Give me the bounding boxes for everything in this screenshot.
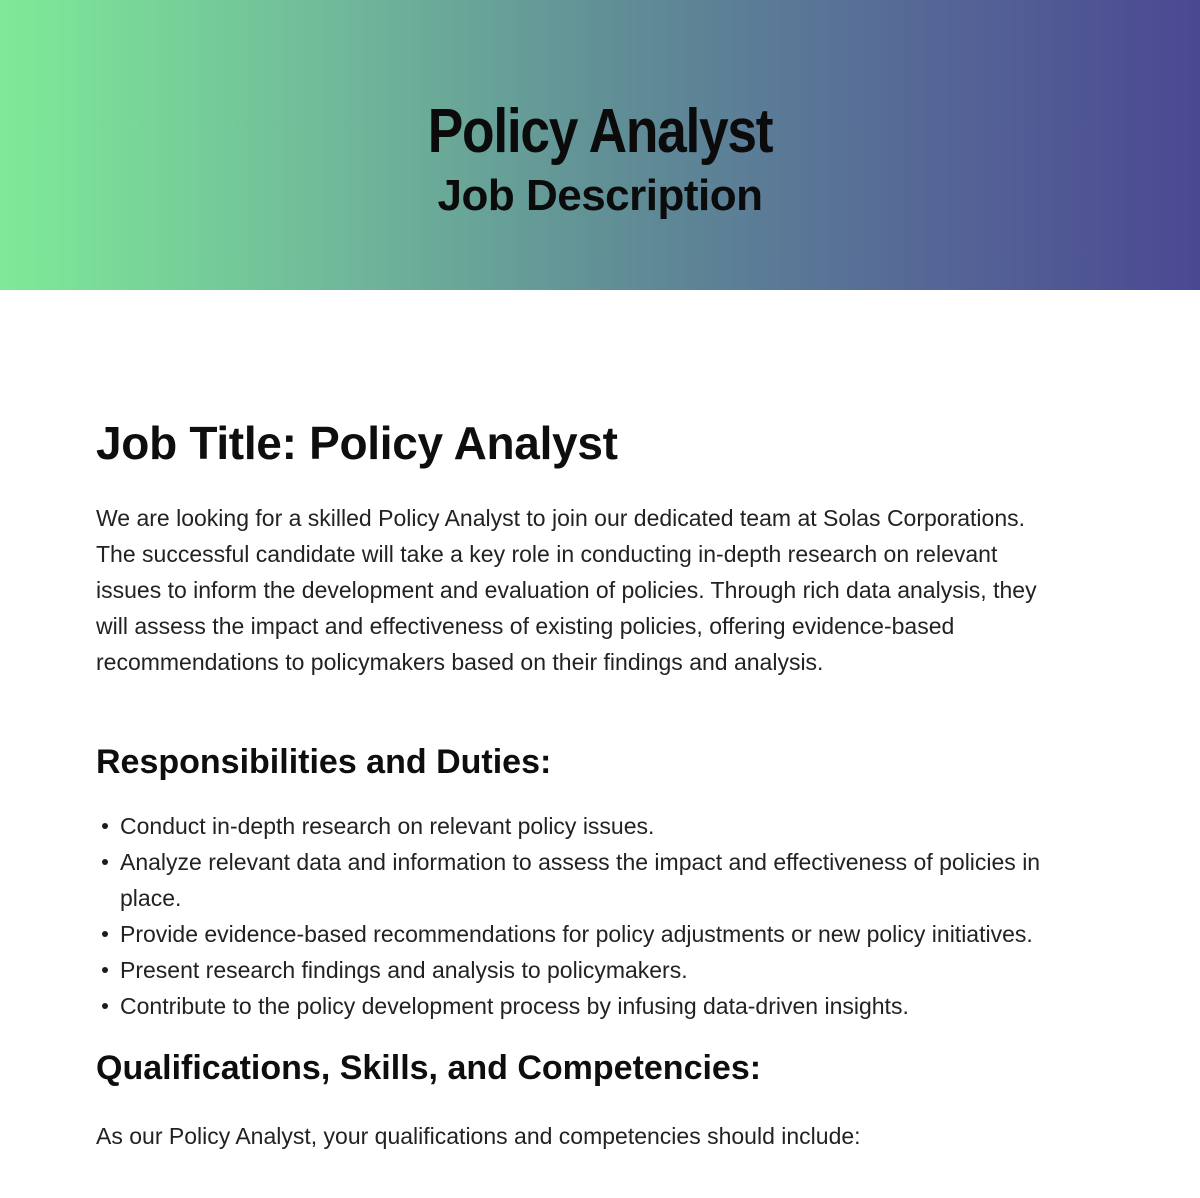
list-item xyxy=(96,808,1056,844)
responsibilities-heading: Responsibilities and Duties: xyxy=(96,743,552,781)
banner-subtitle: Job Description xyxy=(437,171,763,220)
list-item-text: Analyze relevant data and information to assess the impact and effectiveness of policies in place. xyxy=(120,849,1041,911)
intro-paragraph: We are looking for a skilled Policy Analyst to join our dedicated team at Solas Corporations. The successful candidate will take a key role in conducting in-depth research on relevant issues to inform the development and evaluation of policies. Through rich data analysis, they will assess the impact and effectiveness of existing policies, offering evidence-based recommendations to policymakers based on their findings and analysis. xyxy=(96,505,1037,675)
list-item xyxy=(96,844,1056,916)
list-item xyxy=(96,952,1056,988)
header-banner xyxy=(0,0,1200,290)
bullet-icon xyxy=(102,967,108,973)
qualifications-intro: As our Policy Analyst, your qualifications and competencies should include: xyxy=(96,1123,861,1149)
job-title-heading: Job Title: Policy Analyst xyxy=(96,417,618,469)
list-item xyxy=(96,916,1056,952)
list-item-text: Conduct in-depth research on relevant policy issues. xyxy=(120,813,655,839)
list-item-text: Present research findings and analysis to policymakers. xyxy=(120,957,688,983)
document-body xyxy=(96,412,1056,1154)
bullet-icon xyxy=(102,931,108,937)
list-item-text: Provide evidence-based recommendations for policy adjustments or new policy initiatives. xyxy=(120,921,1033,947)
bullet-icon xyxy=(102,823,108,829)
list-item-text: Contribute to the policy development process by infusing data-driven insights. xyxy=(120,993,909,1019)
list-item xyxy=(96,988,1056,1024)
banner-title: Policy Analyst xyxy=(427,97,773,166)
bullet-icon xyxy=(102,859,108,865)
responsibilities-list xyxy=(96,808,1056,1024)
qualifications-heading: Qualifications, Skills, and Competencies: xyxy=(96,1049,762,1087)
bullet-icon xyxy=(102,1003,108,1009)
